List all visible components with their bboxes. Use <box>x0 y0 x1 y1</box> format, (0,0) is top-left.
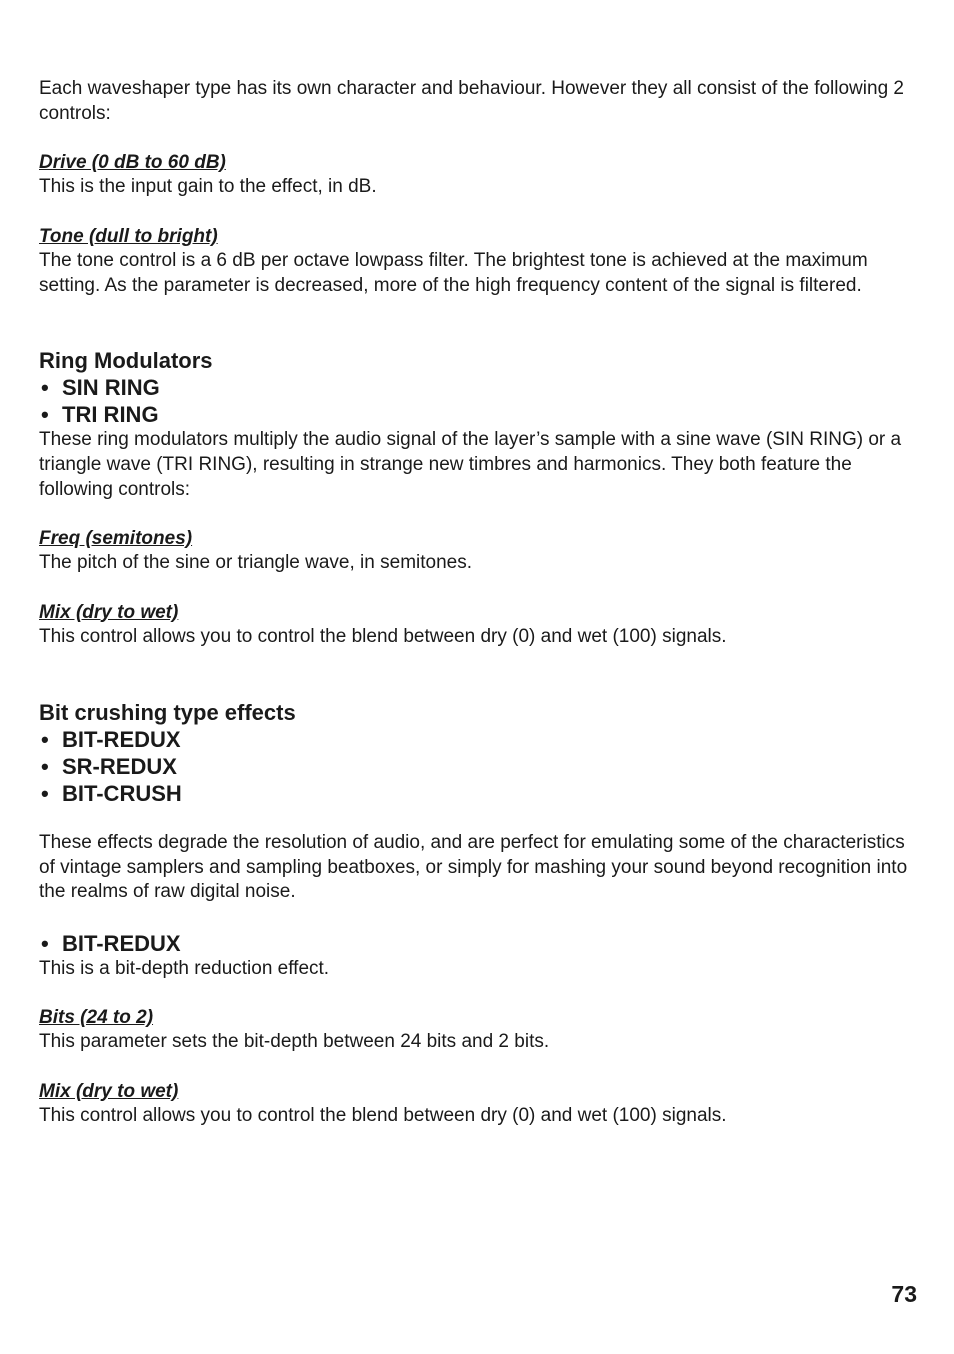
bullet-label: SR-REDUX <box>62 753 177 779</box>
page-number: 73 <box>891 1281 917 1307</box>
bullet-glyph: • <box>41 402 49 428</box>
bullet-label: BIT-CRUSH <box>62 780 182 806</box>
bit-crushing-heading: Bit crushing type effects <box>39 699 296 725</box>
drive-description: This is the input gain to the effect, in dB. <box>39 176 377 198</box>
bullet-label: SIN RING <box>62 375 160 401</box>
bullet-item-sr-redux <box>39 753 917 780</box>
bit-redux-description: This is a bit-depth reduction effect. <box>39 957 330 979</box>
ring-mix-param-label: Mix (dry to wet) <box>39 601 179 623</box>
bit-crushing-description: These effects degrade the resolution of audio, and are perfect for emulating some of the characteristics of vintage samplers and sampling beatboxes, or simply for mashing your sound beyond recognition into the realms of raw digital noise. <box>39 832 908 903</box>
bullet-glyph: • <box>41 753 49 779</box>
freq-description: The pitch of the sine or triangle wave, in semitones. <box>39 552 473 574</box>
ring-description: These ring modulators multiply the audio signal of the layer’s sample with a sine wave (SIN RING) or a triangle wave (TRI RING), resulting in strange new timbres and harmonics. They both feature the following controls: <box>39 429 902 500</box>
tone-param-label: Tone (dull to bright) <box>39 225 218 247</box>
bullet-item-sin-ring <box>39 374 917 401</box>
bullet-label: TRI RING <box>62 402 159 428</box>
bullet-glyph: • <box>41 930 49 956</box>
bits-description: This parameter sets the bit-depth between 24 bits and 2 bits. <box>39 1031 550 1053</box>
intro-paragraph: Each waveshaper type has its own character and behaviour. However they all consist of the following 2 controls: <box>39 78 904 124</box>
bit-redux-heading <box>39 930 917 957</box>
ring-mix-description: This control allows you to control the blend between dry (0) and wet (100) signals. <box>39 626 727 648</box>
redux-mix-param-label: Mix (dry to wet) <box>39 1080 179 1102</box>
page-content <box>39 77 917 1129</box>
bullet-glyph: • <box>41 780 49 806</box>
drive-param-label: Drive (0 dB to 60 dB) <box>39 151 226 173</box>
bullet-label: BIT-REDUX <box>62 930 181 956</box>
bits-param-label: Bits (24 to 2) <box>39 1006 154 1028</box>
bullet-label: BIT-REDUX <box>62 726 181 752</box>
bullet-glyph: • <box>41 726 49 752</box>
bullet-glyph: • <box>41 375 49 401</box>
bullet-item-tri-ring <box>39 401 917 428</box>
bullet-item-bit-redux <box>39 726 917 753</box>
tone-description: The tone control is a 6 dB per octave lowpass filter. The brightest tone is achieved at the maximum setting. As the parameter is decreased, more of the high frequency content of the signal is filtered. <box>39 250 868 296</box>
redux-mix-description: This control allows you to control the blend between dry (0) and wet (100) signals. <box>39 1105 727 1127</box>
ring-modulators-heading: Ring Modulators <box>39 348 213 374</box>
freq-param-label: Freq (semitones) <box>39 527 193 549</box>
bullet-item-bit-crush <box>39 780 917 807</box>
